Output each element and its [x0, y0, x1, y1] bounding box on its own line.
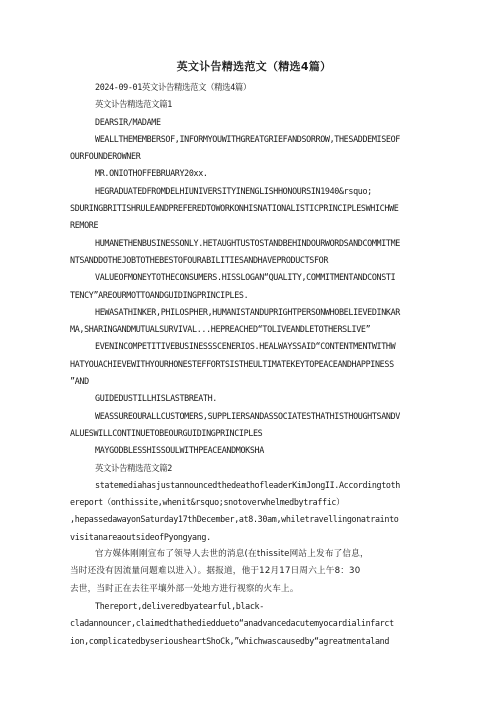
text-line: ion,complicatedbyseriousheartShoCk,”whichwascausedby“agreatmentaland: [70, 635, 390, 646]
text-line: DEARSIR/MADAME: [95, 116, 161, 127]
text-line: HEGRADUATEDFROMDELHIUNIVERSITYINENGLISHHONOURSIN1940&rsquo;: [95, 185, 372, 196]
text-line: ALUESWILLCONTINUETOBEOURGUIDINGPRINCIPLES: [70, 427, 263, 438]
text-line: WEALLTHEMEMBERSOF,INFORMYOUWITHGREATGRIEFANDSORROW,THESADDEMISEOF: [95, 133, 400, 144]
text-line: TENCY”AREOURMOTTOANDGUIDINGPRINCIPLES.: [70, 289, 249, 300]
text-line: GUIDEDUSTILLHISLASTBREATH.: [95, 393, 217, 404]
text-line: WEASSUREOURALLCUSTOMERS,SUPPLIERSANDASSOCIATESTHATHISTHOUGHTSANDV: [95, 410, 400, 421]
text-line: OURFOUNDEROWNER: [70, 151, 141, 162]
text-line: ”AND: [70, 376, 89, 387]
text-line: cladannouncer,claimedthathedieddueto“anadvancedacutemyocardialinfarct: [70, 618, 394, 629]
text-line: 去世，当时正在去往平壤外部一处地方进行视察的火车上。: [70, 583, 299, 594]
document-title: 英文讣告精选范文（精选4篇）: [176, 60, 332, 73]
text-line: 当时还没有因流量问题难以进入）。据报道，他于12月17日周六上午8：30: [70, 566, 361, 577]
text-line: 官方媒体刚刚宣布了领导人去世的消息(在thissite网站上发布了信息，: [95, 549, 369, 560]
text-line: 2024-09-01英文讣告精选范文（精选4篇）: [95, 82, 251, 92]
text-line: visitanareaoutsideofPyongyang.: [70, 531, 211, 542]
text-line: 英文讣告精选范文篇1: [95, 99, 172, 110]
text-line: REMORE: [70, 220, 99, 231]
text-line: 英文讣告精选范文篇2: [95, 462, 172, 473]
text-line: ereport（onthissite,whenit&rsquo;snotoverwhelmedbytraffic）: [70, 497, 345, 508]
document-body: [70, 79, 438, 650]
text-line: MR.ONIOTHOFFEBRUARY20xx.: [95, 168, 208, 179]
text-line: statemediahasjustannouncedthedeathofleaderKimJongII.Accordingtoth: [95, 479, 400, 490]
text-line: ,hepassedawayonSaturday17thDecember,at8.30am,whiletravellingonatrainto: [70, 514, 399, 525]
text-line: HATYOUACHIEVEWITHYOURHONESTEFFORTSISTHEULTIMATEKEYTOPEACEANDHAPPINESS: [70, 358, 394, 369]
text-line: MAYGODBLESSHISSOULWITHPEACEANDMOKSHA: [95, 445, 264, 456]
text-line: Thereport,deliveredbyatearful,black-: [95, 600, 264, 611]
text-line: HUMANETHENBUSINESSONLY.HETAUGHTUSTOSTANDBEHINDOURWORDSANDCOMMITME: [95, 237, 400, 248]
text-line: MA,SHARINGANDMUTUALSURVIVAL...HEPREACHED“TOLIVEANDLETOTHERSLIVE”: [70, 324, 371, 335]
text-line: VALUEOFMONEYTOTHECONSUMERS.HISSLOGAN“QUALITY,COMMITMENTANDCONSTI: [95, 272, 396, 283]
text-line: HEWASATHINKER,PHILOSPHER,HUMANISTANDUPRIGHTPERSONWHOBELIEVEDINKAR: [95, 306, 400, 317]
text-line: EVENINCOMPETITIVEBUSINESSSCENERIOS.HEALWAYSSAID“CONTENTMENTWITHW: [95, 341, 396, 352]
text-line: SDURINGBRITISHRULEANDPREFEREDTOWORKONHISNATIONALISTICPRINCIPLESWHICHWE: [70, 203, 399, 214]
text-line: NTSANDDOTHEJOBTOTHEBESTOFOURABILITIESANDHAVEPRODUCTSFOR: [70, 254, 329, 265]
